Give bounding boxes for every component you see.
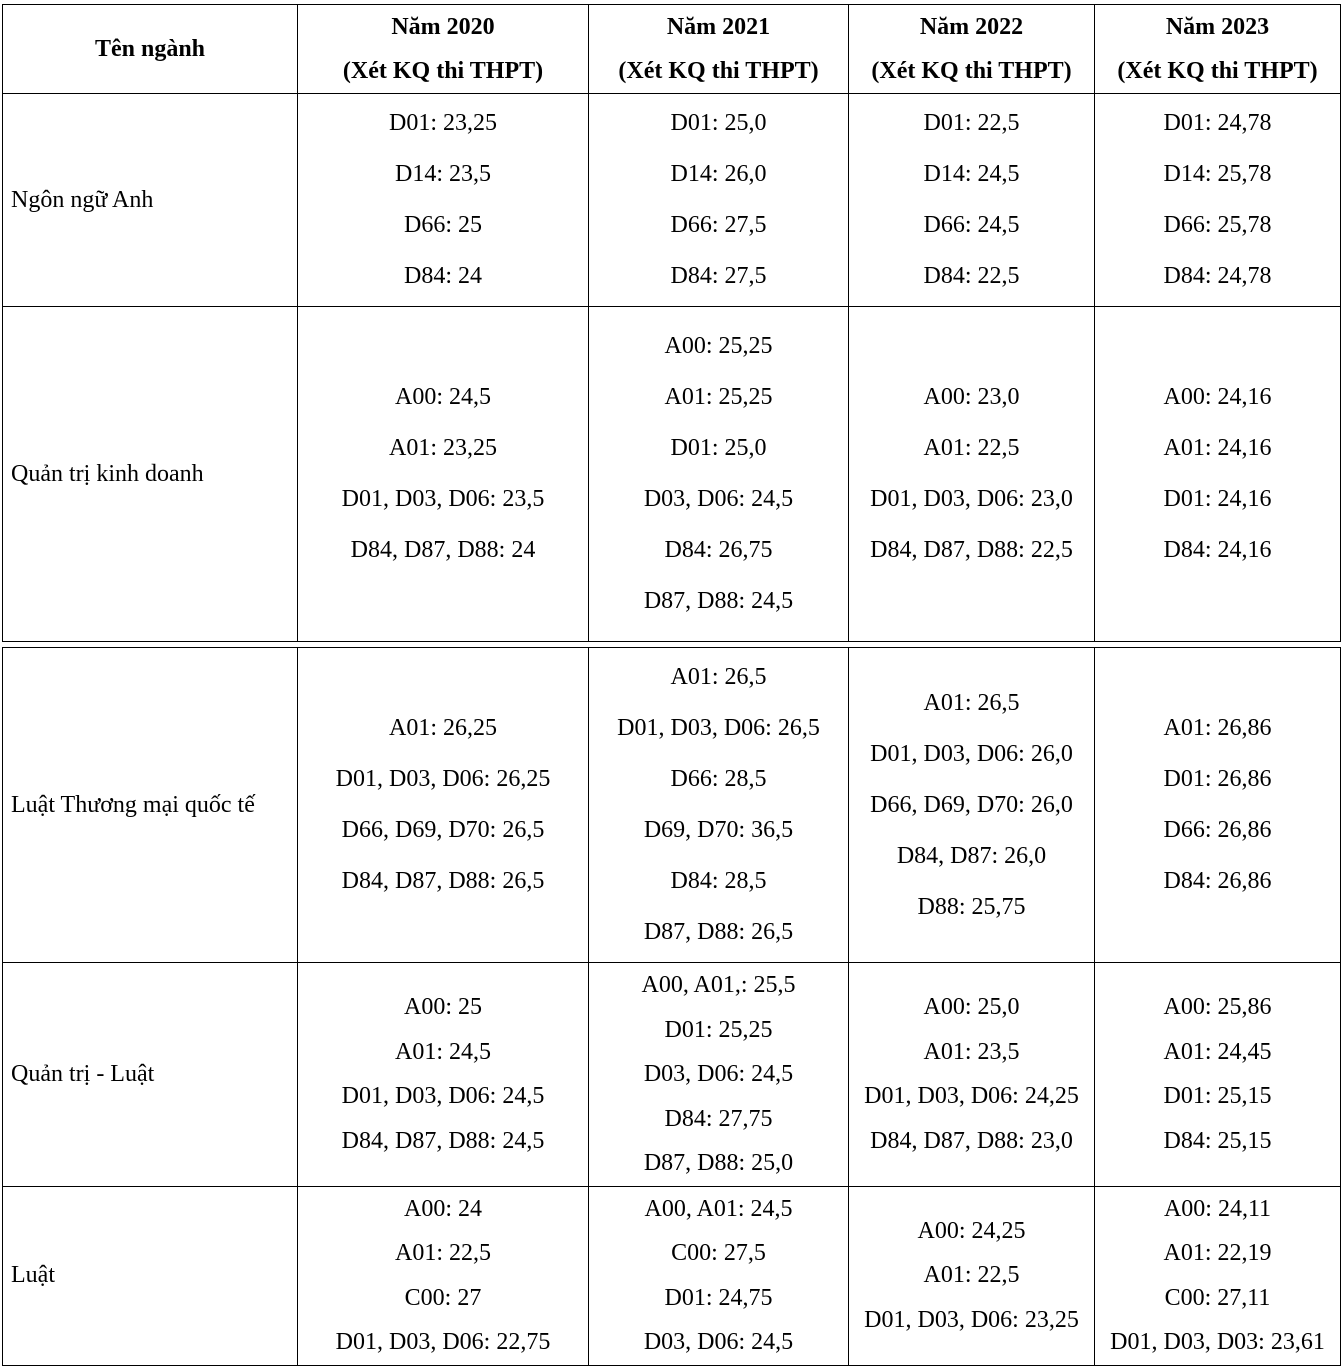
table-row: [3, 1186, 1341, 1365]
scores-2023: A00: 25,86 A01: 24,45 D01: 25,15 D84: 25,15: [1095, 963, 1341, 1187]
table-row: [3, 648, 1341, 963]
scores-2021: A00: 25,25 A01: 25,25 D01: 25,0 D03, D06: 24,5 D84: 26,75 D87, D88: 24,5: [589, 307, 849, 642]
major-name: Luật Thương mại quốc tế: [3, 648, 298, 963]
major-name: Luật: [3, 1186, 298, 1365]
header-year-2020: Năm 2020 (Xét KQ thi THPT): [298, 5, 589, 94]
scores-2023: A00: 24,16 A01: 24,16 D01: 24,16 D84: 24,16: [1095, 307, 1341, 642]
scores-2021: D01: 25,0 D14: 26,0 D66: 27,5 D84: 27,5: [589, 94, 849, 307]
scores-2022: A01: 26,5 D01, D03, D06: 26,0 D66, D69, D70: 26,0 D84, D87: 26,0 D88: 25,75: [849, 648, 1095, 963]
table-row: [3, 307, 1341, 642]
admission-score-table-part-1: [2, 4, 1341, 642]
table-row: [3, 94, 1341, 307]
scores-2022: A00: 25,0 A01: 23,5 D01, D03, D06: 24,25 D84, D87, D88: 23,0: [849, 963, 1095, 1187]
scores-2021: A00, A01: 24,5 C00: 27,5 D01: 24,75 D03, D06: 24,5: [589, 1186, 849, 1365]
major-name: Quản trị - Luật: [3, 963, 298, 1187]
header-year-2023: Năm 2023 (Xét KQ thi THPT): [1095, 5, 1341, 94]
scores-2023: A01: 26,86 D01: 26,86 D66: 26,86 D84: 26,86: [1095, 648, 1341, 963]
header-row: [3, 5, 1341, 94]
major-name: Ngôn ngữ Anh: [3, 94, 298, 307]
admission-score-table-part-2: [2, 647, 1341, 1366]
scores-2022: A00: 23,0 A01: 22,5 D01, D03, D06: 23,0 D84, D87, D88: 22,5: [849, 307, 1095, 642]
scores-2023: A00: 24,11 A01: 22,19 C00: 27,11 D01, D03, D03: 23,61: [1095, 1186, 1341, 1365]
scores-2020: A00: 24,5 A01: 23,25 D01, D03, D06: 23,5 D84, D87, D88: 24: [298, 307, 589, 642]
scores-2020: A00: 25 A01: 24,5 D01, D03, D06: 24,5 D84, D87, D88: 24,5: [298, 963, 589, 1187]
header-year-2021: Năm 2021 (Xét KQ thi THPT): [589, 5, 849, 94]
scores-2022: D01: 22,5 D14: 24,5 D66: 24,5 D84: 22,5: [849, 94, 1095, 307]
scores-2020: A01: 26,25 D01, D03, D06: 26,25 D66, D69, D70: 26,5 D84, D87, D88: 26,5: [298, 648, 589, 963]
scores-2021: A01: 26,5 D01, D03, D06: 26,5 D66: 28,5 D69, D70: 36,5 D84: 28,5 D87, D88: 26,5: [589, 648, 849, 963]
header-name: Tên ngành: [3, 5, 298, 94]
scores-2022: A00: 24,25 A01: 22,5 D01, D03, D06: 23,25: [849, 1186, 1095, 1365]
scores-2020: A00: 24 A01: 22,5 C00: 27 D01, D03, D06: 22,75: [298, 1186, 589, 1365]
scores-2021: A00, A01,: 25,5 D01: 25,25 D03, D06: 24,5 D84: 27,75 D87, D88: 25,0: [589, 963, 849, 1187]
scores-2020: D01: 23,25 D14: 23,5 D66: 25 D84: 24: [298, 94, 589, 307]
scores-2023: D01: 24,78 D14: 25,78 D66: 25,78 D84: 24,78: [1095, 94, 1341, 307]
header-year-2022: Năm 2022 (Xét KQ thi THPT): [849, 5, 1095, 94]
table-row: [3, 963, 1341, 1187]
major-name: Quản trị kinh doanh: [3, 307, 298, 642]
